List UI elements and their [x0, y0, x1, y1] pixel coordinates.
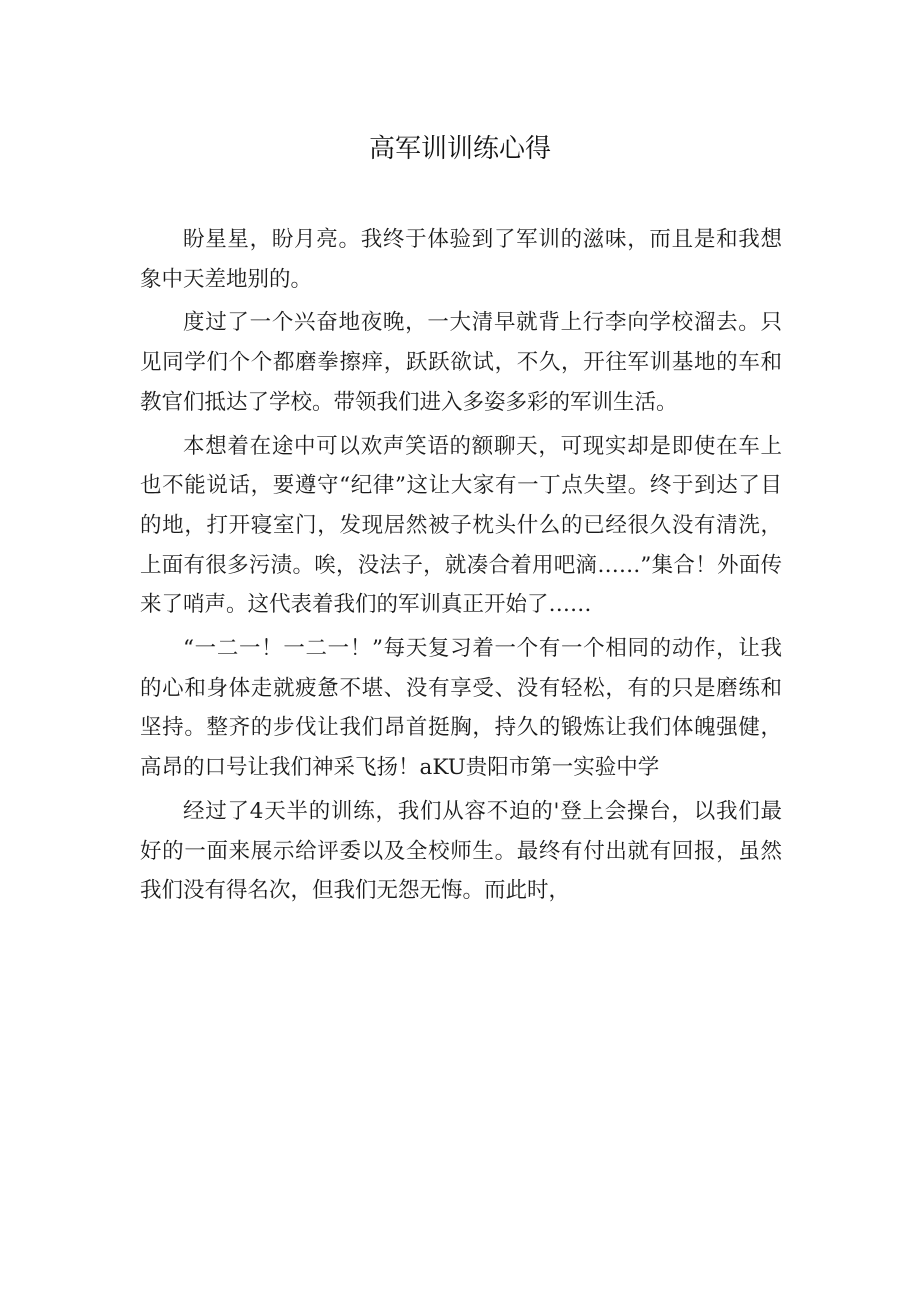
paragraph-5: 经过了4天半的训练，我们从容不迫的'登上会操台，以我们最好的一面来展示给评委以及全校师生。最终有付出就有回报，虽然我们没有得名次，但我们无怨无悔。而此时， [140, 798, 782, 904]
document-body [140, 220, 782, 915]
paragraph-1: 盼星星，盼月亮。我终于体验到了军训的滋味，而且是和我想象中天差地别的。 [140, 227, 782, 292]
document-title: 高军训训练心得 [368, 134, 551, 164]
paragraph-4: “一二一！一二一！”每天复习着一个有一个相同的动作，让我的心和身体走就疲惫不堪、没有享受、没有轻松，有的只是磨练和坚持。整齐的步伐让我们昂首挺胸，持久的锻炼让我们体魄强健，高昂的口号让我们神采飞扬！aKU贵阳市第一实验中学 [140, 636, 782, 781]
paragraph-2: 度过了一个兴奋地夜晚，一大清早就背上行李向学校溜去。只见同学们个个都磨拳擦痒，跃跃欲试，不久，开往军训基地的车和教官们抵达了学校。带领我们进入多姿多彩的军训生活。 [140, 310, 782, 415]
paragraph-3: 本想着在途中可以欢声笑语的额聊天，可现实却是即使在车上也不能说话，要遵守“纪律”这让大家有一丁点失望。终于到达了目的地，打开寝室门，发现居然被子枕头什么的已经很久没有清洗，上面有很多污渍。唉，没法子，就凑合着用吧滴……”集合！外面传来了哨声。这代表着我们的军训真正开始了…… [140, 433, 782, 618]
